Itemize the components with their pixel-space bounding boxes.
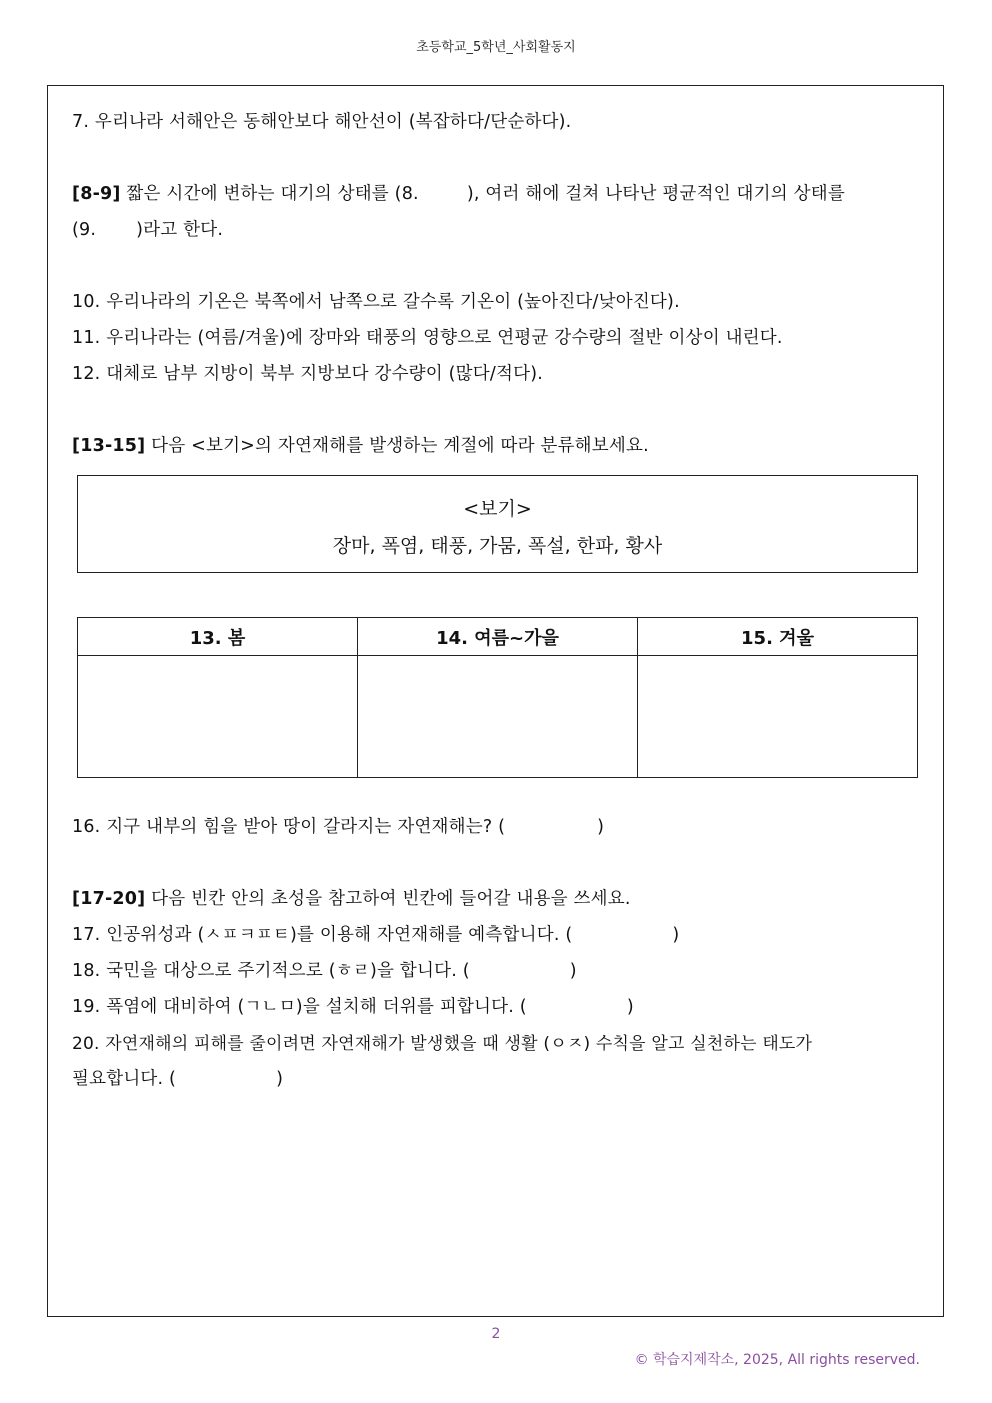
question-16 bbox=[72, 813, 922, 838]
question-16-close: ) bbox=[597, 817, 605, 837]
question-8-9-text-b: ), 여러 해에 걸쳐 나타난 평균적인 대기의 상태를 bbox=[466, 184, 845, 204]
question-10: 10. 우리나라의 기온은 북쪽에서 남쪽으로 갈수록 기온이 (높아진다/낮아진다). bbox=[72, 292, 680, 312]
question-8-9-text-a: 짧은 시간에 변하는 대기의 상태를 (8. bbox=[126, 184, 419, 204]
bogi-box bbox=[77, 475, 918, 573]
question-8-9-text-c: (9. bbox=[72, 220, 97, 240]
question-8-9-line1 bbox=[72, 180, 922, 205]
season-header-summer-fall: 14. 여름~가을 bbox=[358, 618, 638, 656]
season-table bbox=[77, 617, 918, 778]
question-17-20-tag: [17-20] bbox=[72, 889, 146, 909]
question-18-close: ) bbox=[569, 961, 577, 981]
document-header: 초등학교_5학년_사회활동지 bbox=[416, 40, 576, 55]
question-17 bbox=[72, 921, 922, 946]
question-19-text: 19. 폭염에 대비하여 (ㄱㄴㅁ)을 설치해 더위를 피합니다. ( bbox=[72, 997, 527, 1017]
question-13-15 bbox=[72, 432, 922, 457]
question-19-close: ) bbox=[626, 997, 634, 1017]
question-17-20 bbox=[72, 885, 922, 910]
question-20-text: 필요합니다. ( bbox=[72, 1069, 177, 1089]
question-19 bbox=[72, 993, 922, 1018]
question-20-line2 bbox=[72, 1065, 922, 1090]
bogi-title: <보기> bbox=[463, 498, 532, 520]
question-13-15-text: 다음 <보기>의 자연재해를 발생하는 계절에 따라 분류해보세요. bbox=[151, 436, 649, 456]
season-header-winter: 15. 겨울 bbox=[638, 618, 918, 656]
question-13-15-tag: [13-15] bbox=[72, 436, 146, 456]
question-8-9-tag: [8-9] bbox=[72, 184, 121, 204]
question-18-text: 18. 국민을 대상으로 주기적으로 (ㅎㄹ)을 합니다. ( bbox=[72, 961, 470, 981]
bogi-items: 장마, 폭염, 태풍, 가뭄, 폭설, 한파, 황사 bbox=[332, 535, 663, 557]
worksheet-frame bbox=[47, 85, 944, 1317]
season-answer-summer-fall[interactable] bbox=[358, 656, 638, 778]
question-18 bbox=[72, 957, 922, 982]
question-20-line1: 20. 자연재해의 피해를 줄이려면 자연재해가 발생했을 때 생활 (ㅇㅈ) 수칙을 알고 실천하는 태도가 bbox=[72, 1034, 813, 1054]
question-16-text: 16. 지구 내부의 힘을 받아 땅이 갈라지는 자연재해는? ( bbox=[72, 817, 506, 837]
question-8-9-line2 bbox=[72, 216, 922, 241]
question-12: 12. 대체로 남부 지방이 북부 지방보다 강수량이 (많다/적다). bbox=[72, 364, 543, 384]
question-7: 7. 우리나라 서해안은 동해안보다 해안선이 (복잡하다/단순하다). bbox=[72, 112, 572, 132]
season-header-spring: 13. 봄 bbox=[78, 618, 358, 656]
season-answer-spring[interactable] bbox=[78, 656, 358, 778]
question-17-close: ) bbox=[672, 925, 680, 945]
page-number: 2 bbox=[491, 1326, 501, 1342]
question-8-9-text-d: )라고 한다. bbox=[136, 220, 224, 240]
question-20-close: ) bbox=[276, 1069, 284, 1089]
question-17-text: 17. 인공위성과 (ㅅㅍㅋㅍㅌ)를 이용해 자연재해를 예측합니다. ( bbox=[72, 925, 573, 945]
question-11: 11. 우리나라는 (여름/겨울)에 장마와 태풍의 영향으로 연평균 강수량의 절반 이상이 내린다. bbox=[72, 328, 783, 348]
season-answer-winter[interactable] bbox=[638, 656, 918, 778]
question-17-20-text: 다음 빈칸 안의 초성을 참고하여 빈칸에 들어갈 내용을 쓰세요. bbox=[151, 889, 631, 909]
copyright-notice: © 학습지제작소, 2025, All rights reserved. bbox=[634, 1352, 920, 1368]
